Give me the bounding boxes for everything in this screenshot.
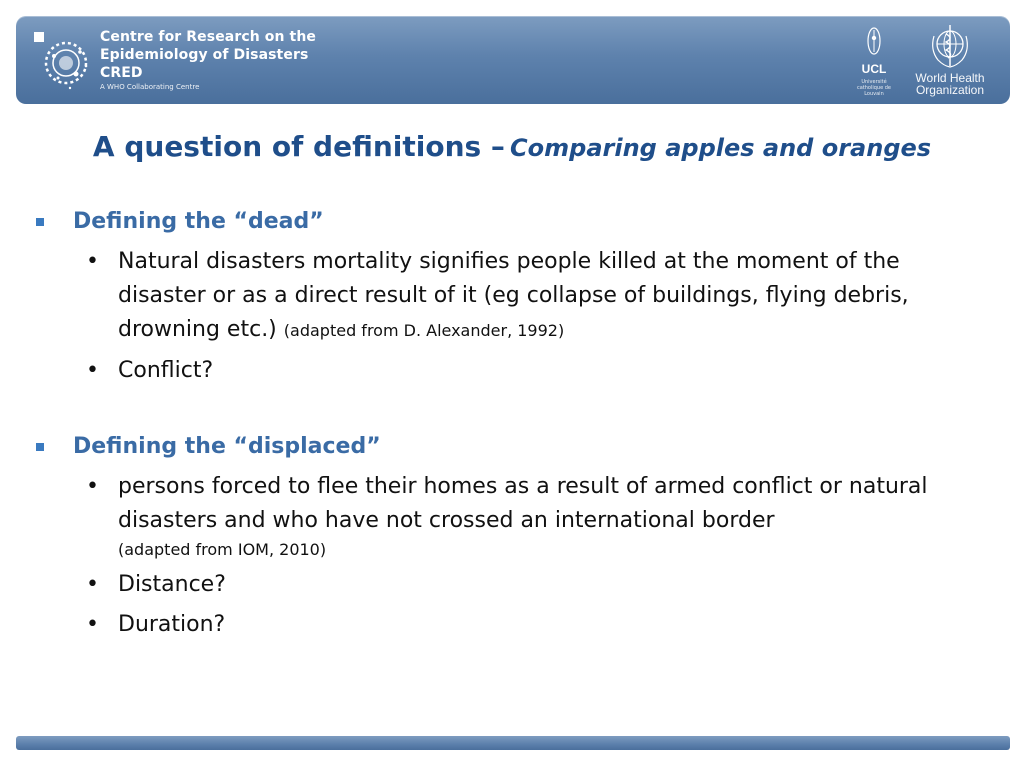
bullet-dot-icon: • xyxy=(86,474,99,499)
list-item-text: persons forced to flee their homes as a result of armed conflict or natural disasters and who have not crossed an international border xyxy=(118,474,928,533)
org-name-line-2: Epidemiology of Disasters xyxy=(100,47,309,63)
list-item xyxy=(86,245,994,348)
square-bullet-icon xyxy=(36,218,44,226)
who-emblem-icon xyxy=(928,22,972,70)
org-name xyxy=(100,28,316,92)
slide-content xyxy=(34,207,994,648)
footer-bar xyxy=(16,736,1010,750)
ucl-name: UCL xyxy=(861,62,887,76)
org-name-line-1: Centre for Research on the xyxy=(100,29,316,45)
ucl-logo xyxy=(854,24,894,100)
bullet-dot-icon: • xyxy=(86,572,99,597)
org-name-line-3: CRED xyxy=(100,65,143,81)
header-banner xyxy=(16,16,1010,104)
ucl-crest-icon xyxy=(866,26,882,56)
list-item-text: Distance? xyxy=(118,572,226,597)
list-item xyxy=(86,470,994,562)
who-logo xyxy=(906,22,994,100)
list-item-text: Conflict? xyxy=(118,358,214,383)
title-main: A question of definitions – xyxy=(92,130,505,163)
list-item xyxy=(86,608,994,642)
section-heading-text: Defining the “displaced” xyxy=(73,434,381,459)
square-bullet-icon xyxy=(36,443,44,451)
bullet-list-displaced xyxy=(34,470,994,642)
bullet-dot-icon: • xyxy=(86,358,99,383)
cred-logo-icon xyxy=(30,26,100,96)
slide-title xyxy=(0,130,1024,163)
citation: (adapted from D. Alexander, 1992) xyxy=(283,321,565,340)
bullet-dot-icon: • xyxy=(86,249,99,274)
who-name xyxy=(906,72,994,96)
list-item xyxy=(86,568,994,602)
list-item-text: Natural disasters mortality signifies people killed at the moment of the disaster or as a direct result of it (eg collapse of buildings, flying debris, drowning etc.) xyxy=(118,249,909,342)
who-name-line-2: Organization xyxy=(915,83,985,97)
ucl-subtitle: Université catholique de Louvain xyxy=(856,79,892,97)
org-subtitle: A WHO Collaborating Centre xyxy=(100,83,200,91)
citation: (adapted from IOM, 2010) xyxy=(118,540,327,559)
who-name-line-1: World Health xyxy=(915,71,985,85)
section-heading-text: Defining the “dead” xyxy=(73,209,324,234)
section-heading-dead xyxy=(34,207,994,237)
title-subtitle: Comparing apples and oranges xyxy=(510,134,932,162)
section-heading-displaced xyxy=(34,432,994,462)
list-item-text: Duration? xyxy=(118,612,226,637)
list-item xyxy=(86,354,994,388)
bullet-list-dead xyxy=(34,245,994,388)
bullet-dot-icon: • xyxy=(86,612,99,637)
